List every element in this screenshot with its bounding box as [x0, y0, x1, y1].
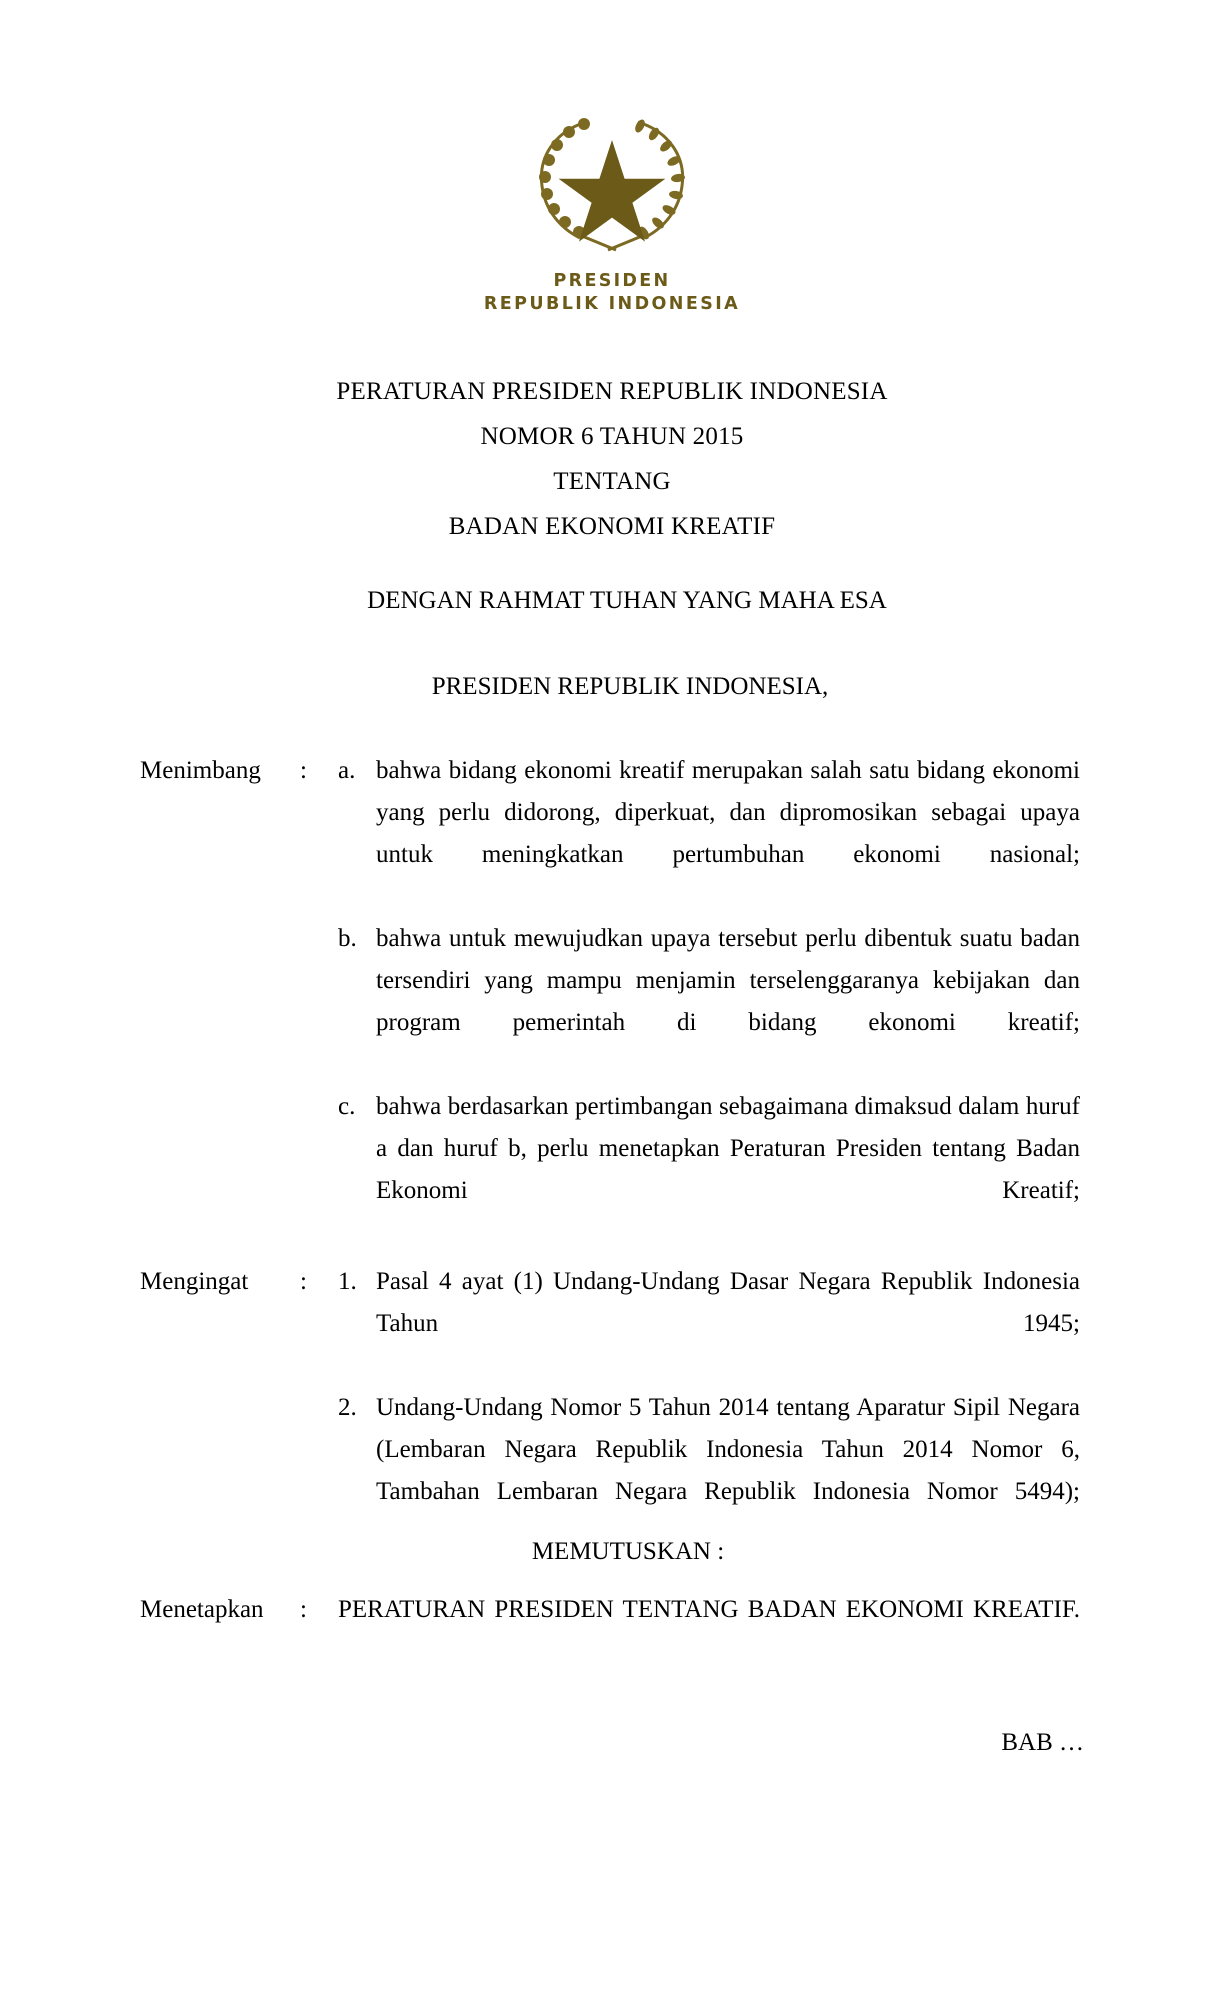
memutuskan-heading: MEMUTUSKAN : [531, 1538, 725, 1565]
invocation-line: DENGAN RAHMAT TUHAN YANG MAHA ESA [367, 587, 887, 614]
clause-items-mengingat [338, 1261, 1080, 1555]
clause-menimbang [140, 750, 1080, 1254]
clause-colon-mengingat: : [300, 1268, 307, 1295]
item-body: bahwa bidang ekonomi kreatif merupakan salah satu bidang ekonomi yang perlu didorong, diperkuat, dan dipromosikan sebagai upaya untuk meningkatkan pertumbuhan ekonomi nasional; [376, 757, 1080, 868]
emblem-block [0, 104, 1224, 317]
list-item [338, 1086, 1080, 1254]
clause-label-menimbang: Menimbang [140, 757, 261, 784]
item-body: bahwa berdasarkan pertimbangan sebagaimana dimaksud dalam huruf a dan huruf b, perlu menetapkan Peraturan Presiden tentang Badan Ekonomi Kreatif; [376, 1093, 1080, 1204]
emblem-caption [0, 270, 1224, 317]
clause-items-menetapkan [338, 1589, 1080, 1673]
list-item [338, 1387, 1080, 1555]
clause-label-mengingat: Mengingat [140, 1268, 249, 1295]
clause-menetapkan [140, 1589, 1080, 1673]
clause-label-menetapkan: Menetapkan [140, 1596, 264, 1623]
title-line-number: NOMOR 6 TAHUN 2015 [480, 423, 744, 450]
item-marker: 2. [338, 1394, 357, 1421]
item-body: Pasal 4 ayat (1) Undang-Undang Dasar Negara Republik Indonesia Tahun 1945; [376, 1268, 1080, 1337]
item-marker: b. [338, 925, 357, 952]
page-continuation-note: BAB … [1001, 1729, 1084, 1756]
list-item [338, 1261, 1080, 1387]
list-item [338, 1589, 1080, 1673]
title-line-subject: BADAN EKONOMI KREATIF [448, 513, 776, 540]
item-marker: c. [338, 1093, 356, 1120]
emblem-caption-line2: REPUBLIK INDONESIA [483, 294, 741, 315]
opener-line: PRESIDEN REPUBLIK INDONESIA, [431, 673, 829, 700]
item-marker: a. [338, 757, 356, 784]
item-body: PERATURAN PRESIDEN TENTANG BADAN EKONOMI KREATIF. [338, 1596, 1080, 1623]
emblem-caption-line1: PRESIDEN [553, 271, 671, 291]
title-line-tentang: TENTANG [553, 468, 671, 495]
clause-mengingat [140, 1261, 1080, 1555]
indonesian-presidential-seal-icon [524, 104, 700, 260]
clause-colon-menimbang: : [300, 757, 307, 784]
title-line-regulation: PERATURAN PRESIDEN REPUBLIK INDONESIA [336, 378, 888, 405]
clause-items-menimbang [338, 750, 1080, 1254]
clause-colon-menetapkan: : [300, 1596, 307, 1623]
document-title-block [0, 369, 1224, 549]
item-marker: 1. [338, 1268, 357, 1295]
list-item [338, 918, 1080, 1086]
item-body: Undang-Undang Nomor 5 Tahun 2014 tentang Aparatur Sipil Negara (Lembaran Negara Republik Indonesia Tahun 2014 Nomor 6, Tambahan Lembaran Negara Republik Indonesia Nomor 5494); [376, 1394, 1080, 1505]
item-body: bahwa untuk mewujudkan upaya tersebut perlu dibentuk suatu badan tersendiri yang mampu menjamin terselenggaranya kebijakan dan program pemerintah di bidang ekonomi kreatif; [376, 925, 1080, 1036]
list-item [338, 750, 1080, 918]
